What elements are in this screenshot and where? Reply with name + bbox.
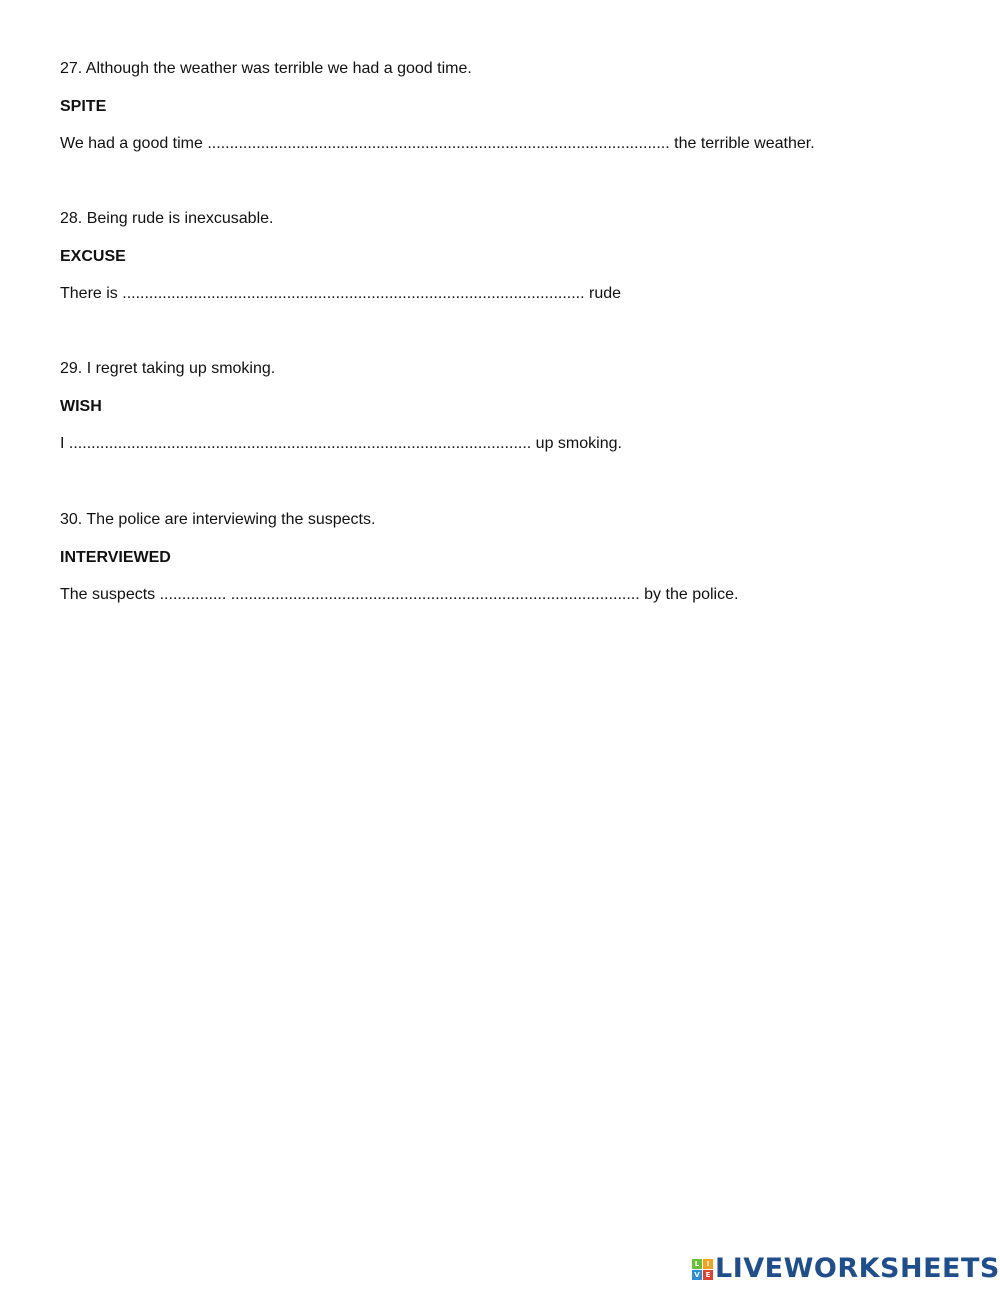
- answer-blank[interactable]: ............... ............................................................................................: [159, 586, 640, 603]
- logo-square: E: [703, 1270, 713, 1280]
- logo-square: L: [692, 1259, 702, 1269]
- question-sentence: 27. Although the weather was terrible we had a good time.: [60, 60, 472, 77]
- answer-prefix: We had a good time: [60, 135, 203, 152]
- answer-line: [60, 284, 621, 304]
- answer-line: [60, 134, 815, 154]
- logo-text: LIVEWORKSHEETS: [715, 1253, 1000, 1284]
- logo-squares-icon: [692, 1259, 713, 1280]
- question-keyword: INTERVIEWED: [60, 549, 171, 566]
- question-keyword: WISH: [60, 398, 102, 415]
- question-keyword: SPITE: [60, 98, 107, 115]
- answer-line: [60, 434, 622, 454]
- answer-line: [60, 585, 738, 605]
- answer-prefix: There is: [60, 285, 118, 302]
- answer-suffix: up smoking.: [535, 435, 622, 452]
- liveworksheets-logo: [692, 1254, 1000, 1284]
- answer-prefix: The suspects: [60, 586, 156, 603]
- answer-suffix: rude: [589, 285, 622, 302]
- logo-square: V: [692, 1270, 702, 1280]
- answer-suffix: by the police.: [644, 586, 739, 603]
- question-sentence: 30. The police are interviewing the suspects.: [60, 511, 376, 528]
- answer-blank[interactable]: ........................................................................................................: [207, 135, 670, 152]
- question-sentence: 29. I regret taking up smoking.: [60, 360, 276, 377]
- question-sentence: 28. Being rude is inexcusable.: [60, 210, 274, 227]
- question-keyword: EXCUSE: [60, 248, 126, 265]
- answer-blank[interactable]: ........................................................................................................: [122, 285, 585, 302]
- logo-square: I: [703, 1259, 713, 1269]
- answer-blank[interactable]: ........................................................................................................: [68, 435, 532, 452]
- answer-prefix: I: [60, 435, 65, 452]
- answer-suffix: the terrible weather.: [674, 135, 815, 152]
